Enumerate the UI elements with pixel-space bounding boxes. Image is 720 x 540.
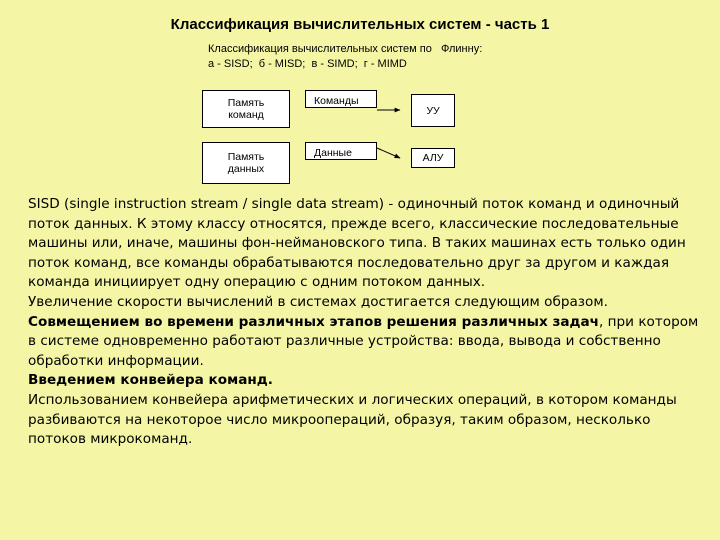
paragraph-combination: [28, 313, 703, 372]
paragraph-sisd: SISD (single instruction stream / single data stream) - одиночный поток команд и одиночный поток данных. К этому классу относятся, прежде всего, классические последовательные машины или, иначе, машины фон-неймановского типа. В таких машинах есть только один поток команд, все команды обрабатываются последовательно друг за другом и каждая команда инициирует одну операцию с одним потоком данных.: [28, 196, 686, 291]
combination-bold: Совмещением во времени различных этапов решения различных задач: [28, 313, 600, 330]
pipeline-bold: Введением конвейера команд.: [28, 372, 273, 389]
subtitle-line-1: Классификация вычислительных систем по Флинну:: [208, 43, 483, 55]
commands-box: Команды: [305, 90, 377, 108]
data-box: Данные: [305, 142, 377, 160]
paragraph-speed: Увеличение скорости вычислений в системах достигается следующим образом.: [28, 293, 608, 310]
paragraph-arith-pipeline: Использованием конвейера арифметических и логических операций, в котором команды разбиваются на некоторое число микроопераций, образуя, таким образом, несколько потоков микрокоманд.: [28, 391, 677, 448]
data-to-alu-arrow: [377, 148, 400, 158]
slide-subtitle: [208, 42, 482, 72]
alu-box: АЛУ: [411, 148, 455, 168]
combination-rest: , при котором в системе одновременно работают различные устройства: ввода, вывода и собственно обработки информации.: [28, 313, 699, 369]
slide-title: Классификация вычислительных систем - часть 1: [170, 16, 550, 33]
paragraph-pipeline: [28, 371, 703, 391]
memory-data-box: Память данных: [202, 142, 290, 184]
subtitle-line-2: а - SISD; б - MISD; в - SIMD; г - MIMD: [208, 58, 407, 70]
control-unit-box: УУ: [411, 94, 455, 127]
memory-commands-box: Память команд: [202, 90, 290, 128]
slide-body-text: [28, 195, 703, 450]
